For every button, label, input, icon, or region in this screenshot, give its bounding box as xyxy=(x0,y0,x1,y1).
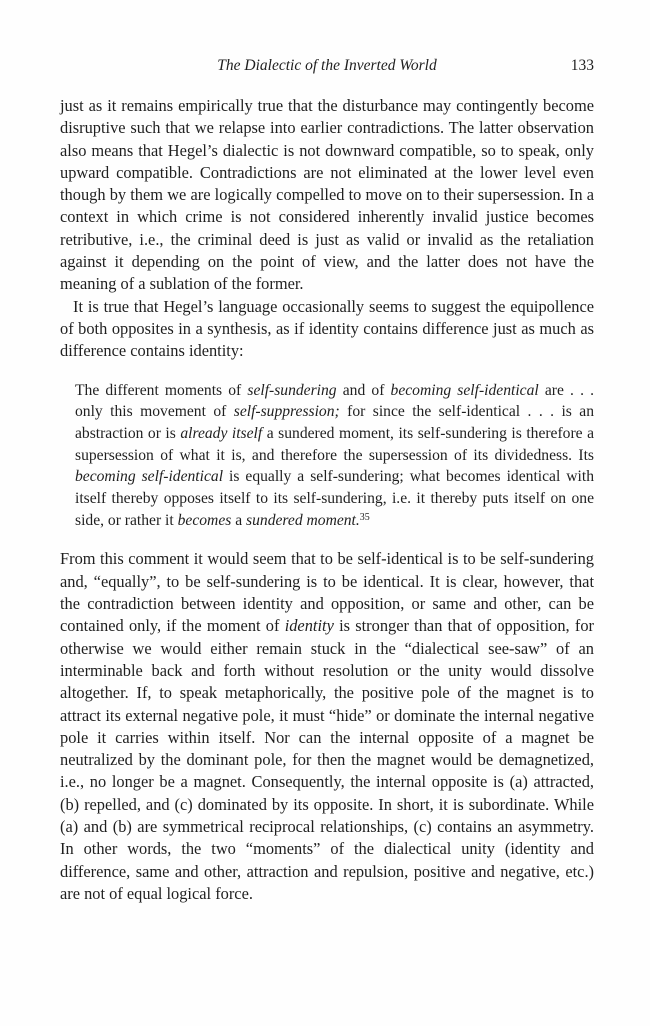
quote-span: and of xyxy=(336,381,391,399)
paragraph-emphasis: identity xyxy=(284,616,334,636)
quote-text xyxy=(75,380,594,532)
paragraph-span: From this comment it would seem that to be self-identical is to be self-sundering and, “equally”, to be self-sundering is to be identical. It is clear, however, that the contradiction between identity and opposition, or same and other, can be contained only, if the moment of xyxy=(60,549,594,636)
quote-emphasis: becomes xyxy=(177,511,232,529)
quote-span: The different moments of xyxy=(75,381,248,399)
quote-emphasis: becoming self-identical xyxy=(75,468,224,486)
quote-emphasis: self-sundering xyxy=(247,381,337,399)
quote-emphasis: sundered moment. xyxy=(246,511,360,529)
quote-span: a xyxy=(231,511,247,529)
page-number: 133 xyxy=(570,57,594,74)
block-quote xyxy=(75,380,594,532)
quote-emphasis: self-suppression; xyxy=(233,403,340,421)
footnote-marker[interactable]: 35 xyxy=(359,511,370,523)
paragraph-equipollence: It is true that Hegel’s language occasionally seems to suggest the equipollence of both opposites in a synthesis, as if identity contains difference just as much as difference contains identity: xyxy=(60,296,594,361)
quote-span: is equally a self-sundering; what becomes identical with itself thereby opposes itself to its self-sundering, i.e. it thereby puts itself on one side, or rather it xyxy=(75,468,594,529)
paragraph-span: is stronger than that of opposition, for otherwise we would either remain stuck in the “dialectical see-saw” of an interminable back and forth without resolution or the unity would dissolve altogether. If, to speak metaphorically, the positive pole of the magnet is to attract its external negative pole, it must “hide” or dominate the internal negative pole it carries within itself. Nor can the internal opposite of a magnet be neutralized by the dominant pole, for then the magnet would be demagnetized, i.e., no longer be a magnet. Consequently, the internal opposite is (a) attracted, (b) repelled, and (c) dominated by its opposite. In short, it is subordinate. While (a) and (b) are symmetrical reciprocal relationships, (c) contains an asymmetry. In other words, the two “moments” of the dialectical unity (identity and difference, same and other, attraction and repulsion, positive and negative, etc.) are not of equal logical force. xyxy=(60,616,594,903)
quote-span: are . . . only this movement of xyxy=(75,381,595,421)
running-title: The Dialectic of the Inverted World xyxy=(217,57,437,74)
quote-span: a sundered moment, its self-sundering is therefore a supersession of what it is, and therefore the supersession of its dividedness. Its xyxy=(75,424,595,464)
quote-emphasis: becoming self-identical xyxy=(390,381,539,399)
quote-span: for since the self-identical . . . is an abstraction or is xyxy=(75,403,594,442)
paragraph-analysis xyxy=(60,548,594,905)
paragraph-continuation: just as it remains empirically true that the disturbance may contingently become disruptive such that we relapse into earlier contradictions. The latter observation also means that Hegel’s dialectic is not downward compatible, so to speak, only upward compatible. Contradictions are not eliminated at the lower level even though by them we are logically compelled to move on to their supersession. In a context in which crime is not considered inherently invalid justice becomes retributive, i.e., the criminal deed is just as valid or invalid as the retaliation against it depending on the point of view, and the latter does not have the meaning of a sublation of the former. xyxy=(60,96,594,294)
running-head xyxy=(60,57,594,79)
body-text xyxy=(60,95,594,905)
quote-emphasis: already itself xyxy=(180,424,263,442)
